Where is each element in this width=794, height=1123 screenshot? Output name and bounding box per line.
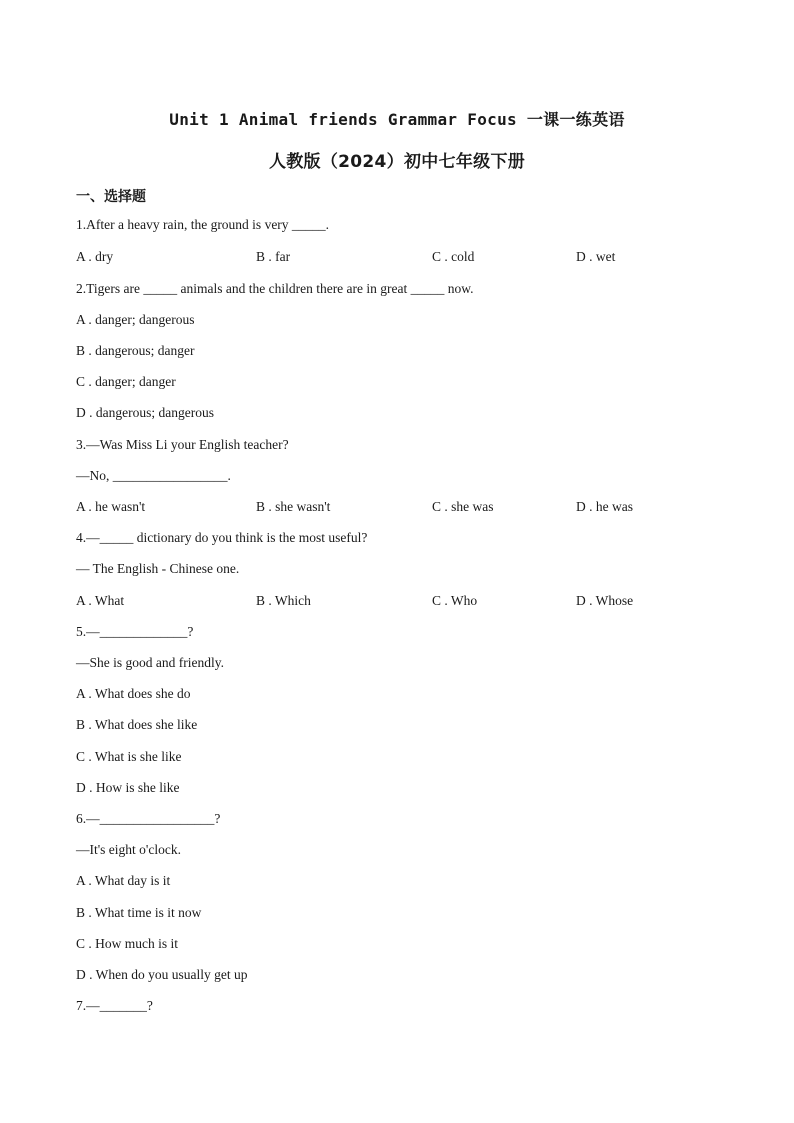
question-3-stem: 3.—Was Miss Li your English teacher?	[76, 437, 289, 452]
question-6-reply: —It's eight o'clock.	[76, 842, 181, 857]
question-1-option-c[interactable]: C . cold	[432, 249, 475, 264]
question-3-option-b[interactable]: B . she wasn't	[256, 499, 331, 514]
question-3-option-a[interactable]: A . he wasn't	[76, 499, 146, 514]
question-2-option-c[interactable]: C . danger; danger	[76, 374, 176, 389]
document-title-line-1: Unit 1 Animal friends Grammar Focus 一课一练英语	[169, 110, 625, 129]
question-3-option-d[interactable]: D . he was	[576, 499, 633, 514]
document-title-line-2: 人教版（2024）初中七年级下册	[268, 152, 526, 172]
question-6-option-c[interactable]: C . How much is it	[76, 936, 179, 951]
question-1-option-a[interactable]: A . dry	[76, 249, 114, 264]
question-3-reply: —No, _________________.	[76, 468, 231, 483]
question-4-option-d[interactable]: D . Whose	[576, 593, 634, 608]
question-5-option-d[interactable]: D . How is she like	[76, 780, 180, 795]
question-3-option-c[interactable]: C . she was	[432, 499, 494, 514]
question-5-option-b[interactable]: B . What does she like	[76, 717, 198, 732]
question-4-option-c[interactable]: C . Who	[432, 593, 478, 608]
question-7-stem: 7.—_______?	[76, 998, 153, 1013]
question-2-option-b[interactable]: B . dangerous; danger	[76, 343, 195, 358]
question-5-reply: —She is good and friendly.	[76, 655, 224, 670]
question-4-stem: 4.—_____ dictionary do you think is the most useful?	[76, 530, 368, 545]
question-2-stem: 2.Tigers are _____ animals and the children there are in great _____ now.	[76, 281, 474, 296]
question-4-reply: — The English - Chinese one.	[76, 561, 240, 576]
question-6-option-a[interactable]: A . What day is it	[76, 873, 171, 888]
question-5-option-c[interactable]: C . What is she like	[76, 749, 182, 764]
question-6-option-b[interactable]: B . What time is it now	[76, 905, 202, 920]
question-1-option-b[interactable]: B . far	[256, 249, 291, 264]
question-4-option-b[interactable]: B . Which	[256, 593, 311, 608]
question-5-stem: 5.—_____________?	[76, 624, 194, 639]
section-heading: 一、选择题	[76, 189, 146, 205]
question-1-option-d[interactable]: D . wet	[576, 249, 616, 264]
question-6-stem: 6.—_________________?	[76, 811, 221, 826]
question-4-option-a[interactable]: A . What	[76, 593, 125, 608]
question-6-option-d[interactable]: D . When do you usually get up	[76, 967, 248, 982]
question-2-option-d[interactable]: D . dangerous; dangerous	[76, 405, 214, 420]
question-2-option-a[interactable]: A . danger; dangerous	[76, 312, 195, 327]
question-5-option-a[interactable]: A . What does she do	[76, 686, 191, 701]
question-1-stem: 1.After a heavy rain, the ground is very _____.	[76, 217, 330, 232]
